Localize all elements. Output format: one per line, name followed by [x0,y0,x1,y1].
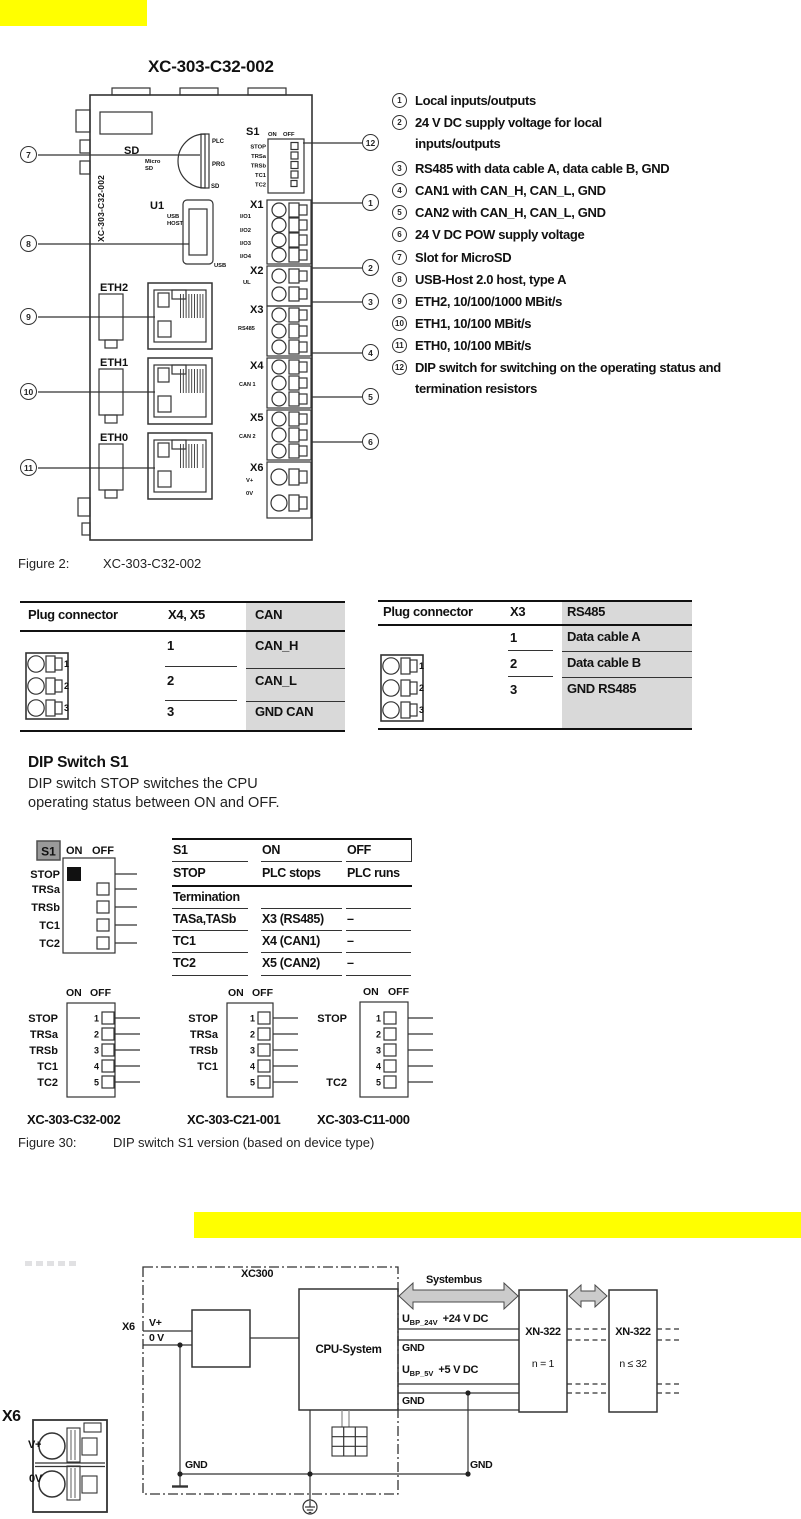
legend-item-2: 24 V DC supply voltage for local inputs/outputs [415,115,602,151]
ubp24v-value: +24 V DC [442,1313,489,1325]
s1-table-plc-stops: PLC stops [262,866,321,880]
device-side-model-label: XC-303-C32-002 [96,174,106,242]
x4-label: X4 [250,360,264,372]
dip-variant-diagrams [0,980,450,1105]
ethernet-jacks [99,282,212,499]
eth1-label: ETH1 [100,357,129,369]
legend-num-4: 4 [392,183,407,198]
legend-num-11: 11 [392,338,407,353]
legend-item-12: DIP switch for switching on the operating status and termination resistors [415,360,721,396]
s1-row-tc1: TC1 [255,173,266,179]
variant-b-row3: TRSb [189,1045,218,1057]
s1-diagram-trsa: TRSa [31,884,60,896]
io1-label: I/O1 [240,214,251,220]
s1-table-h2: ON [262,843,281,857]
ubp24v-u: U [402,1313,410,1325]
s1-diagram-stop: STOP [30,869,60,881]
figure30-caption-text: DIP switch S1 version (based on device type) [113,1135,375,1150]
connector-grid-icon [332,1410,367,1456]
variant-a-row3: TRSb [29,1045,58,1057]
s1-diagram-tc2: TC2 [39,938,60,950]
s1-diagram-tc1: TC1 [39,920,60,932]
power-block-diagram [0,1263,801,1519]
rotary-plc-label: PLC [212,139,224,145]
rs485-row2-pin: 2 [510,656,517,671]
legend-num-9: 9 [392,294,407,309]
variant-a-off: OFF [90,987,111,999]
vplus-wire-label: V+ [149,1317,162,1329]
rs485-row1-signal: Data cable A [567,629,641,644]
variant-b-num2: 2 [249,1029,255,1040]
x2-label: X2 [250,265,264,277]
s1-row-stop: STOP [250,144,266,151]
highlight-bar-top [0,0,147,26]
callout-11: 11 [20,459,37,476]
can2-label: CAN 2 [239,434,256,440]
variant-name-c21: XC-303-C21-001 [187,1112,281,1127]
can-plug-connector-icon [25,650,75,722]
legend-num-1: 1 [392,93,407,108]
variant-b-num1: 1 [249,1013,255,1024]
legend-num-12: 12 [392,360,407,375]
x6-big-vplus-label: V+ [28,1439,42,1451]
s1-table-stop: STOP [173,866,206,880]
xc300-dashdot-frame [143,1267,398,1494]
variant-b-off: OFF [252,987,273,999]
can-plug-pin1: 1 [64,659,70,669]
rs485-table-header-x3: X3 [510,604,526,619]
variant-a-row1: STOP [28,1013,58,1025]
gnd1-label: GND [402,1342,425,1354]
io2-label: I/O2 [240,228,251,234]
variant-b-num4: 4 [249,1061,255,1072]
x6-connector-icon [33,1420,107,1512]
rs485-table-header-plug: Plug connector [383,604,473,619]
usb-host-port-icon [150,200,226,269]
variant-a-row2: TRSa [29,1029,58,1041]
ul-label: UL [243,280,251,286]
legend-item-7: Slot for MicroSD [415,250,512,265]
s1-row-trsb: TRSb [250,163,266,170]
variant-a-num1: 1 [93,1013,99,1024]
can1-label: CAN 1 [239,382,256,388]
can-table-header-plug: Plug connector [28,607,118,622]
x6-big-label: X6 [2,1408,21,1425]
legend-num-8: 8 [392,272,407,287]
legend-num-5: 5 [392,205,407,220]
variant-a-num3: 3 [93,1045,99,1056]
device-drawing [0,85,400,550]
x3-label: X3 [250,304,264,316]
variant-c-row5: TC2 [326,1077,347,1089]
legend-num-7: 7 [392,250,407,265]
ubp24v-sub: BP_24V [409,1318,438,1328]
ubp5v-u: U [402,1364,410,1376]
s1-row-trsa: TRSa [251,154,266,160]
variant-a-num2: 2 [93,1029,99,1040]
variant-a-row4: TC1 [37,1061,58,1073]
variant-b-on: ON [228,987,244,999]
microsd-rotary-icon [178,134,209,188]
s1-off-label: OFF [283,132,295,138]
can-row2-signal: CAN_L [255,673,297,688]
rs485-row2-signal: Data cable B [567,655,641,670]
xn322-1-label: XN-322 [525,1326,561,1338]
callout-12: 12 [362,134,379,151]
s1-row-tc2: TC2 [255,182,266,189]
device-vertical-model [96,175,106,242]
s1-table-h3: OFF [347,843,371,857]
variant-c-on: ON [363,986,379,998]
io4-label: I/O4 [240,254,251,260]
can-pin-table [20,600,345,734]
device-outline [76,88,312,540]
can-row1-pin: 1 [167,638,174,653]
callout-5: 5 [362,388,379,405]
callout-10: 10 [20,383,37,400]
rs485-pin-table [378,599,692,732]
figure2-caption-label: Figure 2: [18,556,70,571]
legend-item-3: RS485 with data cable A, data cable B, GND [415,161,670,176]
x6-0v-label: 0V [246,491,254,497]
callout-1: 1 [362,194,379,211]
can-plug-pin2: 2 [64,681,70,691]
s1-table-tc1-on: X4 (CAN1) [262,934,320,948]
legend-num-2: 2 [392,115,407,130]
variant-a-on: ON [66,987,82,999]
legend-item-1: Local inputs/outputs [415,93,536,108]
legend-item-8: USB-Host 2.0 host, type A [415,272,567,287]
s1-table-termination: Termination [173,890,240,904]
highlight-bar-middle [194,1212,801,1238]
s1-table-plc-runs: PLC runs [347,866,400,880]
can-row3-pin: 3 [167,704,174,719]
dip-section-heading: DIP Switch S1 [28,754,129,771]
s1-off-header: OFF [92,845,114,857]
s1-table-tasa: TASa,TASb [173,912,237,926]
x5-label: X5 [250,412,264,424]
s1-switch-diagram [25,835,150,960]
usb-label: USB [167,214,180,220]
variant-c-num5: 5 [375,1077,381,1088]
rs485-plug-pin3: 3 [419,705,425,715]
variant-c-num1: 1 [375,1013,381,1024]
s1-table-h1: S1 [173,843,188,857]
terminal-blocks-icon [267,200,311,518]
callout-9: 9 [20,308,37,325]
xn322-2-label: XN-322 [615,1326,651,1338]
figure2-caption-text: XC-303-C32-002 [103,556,202,571]
0v-wire-label: 0 V [149,1332,164,1344]
sd-labels [124,139,225,190]
x6-label: X6 [250,462,264,474]
rs485-row3-pin: 3 [510,682,517,697]
earth-ground-icon [303,1500,317,1514]
dip-body-line2: operating status between ON and OFF. [28,795,280,811]
legend-num-6: 6 [392,227,407,242]
variant-b-row4: TC1 [197,1061,218,1073]
rs485-row1-pin: 1 [510,630,517,645]
s1-function-table [172,838,412,980]
variant-c-num2: 2 [375,1029,381,1040]
s1-diagram-trsb: TRSb [31,902,60,914]
rs485-plug-connector-icon [380,652,430,724]
can-row2-pin: 2 [167,673,174,688]
s1-table-tasa-off: – [347,912,354,926]
callout-8: 8 [20,235,37,252]
gnd2-label: GND [402,1395,425,1407]
s1-table-tc1-off: – [347,934,354,948]
s1-table-tc2-off: – [347,956,354,970]
x1-label: X1 [250,199,264,211]
dip-variant-c32 [28,987,140,1097]
gnd-left-label: GND [185,1459,208,1471]
variant-a-num5: 5 [93,1077,99,1088]
ubp5v-label [402,1364,478,1378]
rs485-label: RS485 [238,326,255,332]
variant-name-c32: XC-303-C32-002 [27,1112,121,1127]
xn322-1-count: n = 1 [531,1358,555,1370]
legend-item-10: ETH1, 10/100 MBit/s [415,316,532,331]
systembus-label: Systembus [426,1274,482,1286]
variant-b-row1: STOP [188,1013,218,1025]
callout-6: 6 [362,433,379,450]
figure30-caption-label: Figure 30: [18,1135,77,1150]
variant-c-row1: STOP [317,1013,347,1025]
rs485-plug-pin2: 2 [419,683,425,693]
can-table-header-x4x5: X4, X5 [168,607,205,622]
sd-label: SD [124,145,140,157]
legend-num-3: 3 [392,161,407,176]
host-label: HOST [167,221,184,227]
s1-label: S1 [246,126,260,138]
xn322-2-count: n ≤ 32 [619,1358,647,1370]
s1-dip-switch-icon [246,126,304,193]
rs485-table-header-rs485: RS485 [567,604,605,619]
rotary-sd-label: SD [211,184,220,190]
variant-c-num4: 4 [375,1061,381,1072]
systembus-arrows [399,1283,607,1309]
usb-port-label: USB [214,263,227,269]
callout-7: 7 [20,146,37,163]
microsd-label-line1: Micro [145,159,161,165]
dip-body-line1: DIP switch STOP switches the CPU [28,776,258,792]
ubp24v-label [402,1313,488,1327]
legend-item-9: ETH2, 10/100/1000 MBit/s [415,294,562,309]
s1-badge: S1 [41,844,56,859]
rs485-plug-pin1: 1 [419,661,425,671]
s1-on-header: ON [66,845,83,857]
microsd-label-line2: SD [145,166,154,172]
variant-b-row2: TRSa [189,1029,218,1041]
eth2-label: ETH2 [100,282,129,294]
legend-item-4: CAN1 with CAN_H, CAN_L, GND [415,183,606,198]
legend-item-11: ETH0, 10/100 MBit/s [415,338,532,353]
variant-b-num5: 5 [249,1077,255,1088]
cpu-system-label: CPU-System [315,1344,382,1356]
s1-table-tc2: TC2 [173,956,196,970]
s1-table-tc2-on: X5 (CAN2) [262,956,320,970]
legend-item-6: 24 V DC POW supply voltage [415,227,585,242]
x6-big-0v-label: 0V [29,1473,42,1485]
callout-3: 3 [362,293,379,310]
s1-table-tc1: TC1 [173,934,196,948]
eth0-label: ETH0 [100,432,129,444]
can-plug-pin3: 3 [64,703,70,713]
s1-on-label: ON [268,132,277,138]
variant-a-num4: 4 [93,1061,99,1072]
x6-small-label: X6 [122,1321,135,1333]
xc300-label: XC300 [241,1268,274,1280]
variant-b-num3: 3 [249,1045,255,1056]
rotary-prg-label: PRG [212,162,226,168]
can-row1-signal: CAN_H [255,638,299,653]
figure2-device-title: XC-303-C32-002 [148,57,274,76]
terminal-labels [238,199,264,497]
ubp5v-sub: BP_5V [409,1369,434,1379]
variant-c-off: OFF [388,986,409,998]
variant-c-num3: 3 [375,1045,381,1056]
callout-2: 2 [362,259,379,276]
gnd-right-label: GND [470,1459,493,1471]
legend-num-10: 10 [392,316,407,331]
can-row3-signal: GND CAN [255,704,314,719]
x6-vplus-label: V+ [246,478,254,484]
callout-4: 4 [362,344,379,361]
variant-a-row5: TC2 [37,1077,58,1089]
can-table-header-can: CAN [255,607,283,622]
dip-variant-c11 [317,986,433,1097]
dip-variant-c21 [188,987,298,1097]
ubp5v-value: +5 V DC [438,1364,479,1376]
u1-label: U1 [150,200,165,212]
variant-name-c11: XC-303-C11-000 [317,1112,410,1127]
legend-item-5: CAN2 with CAN_H, CAN_L, GND [415,205,606,220]
rs485-row3-signal: GND RS485 [567,681,637,696]
s1-table-tasa-on: X3 (RS485) [262,912,324,926]
io3-label: I/O3 [240,241,251,247]
